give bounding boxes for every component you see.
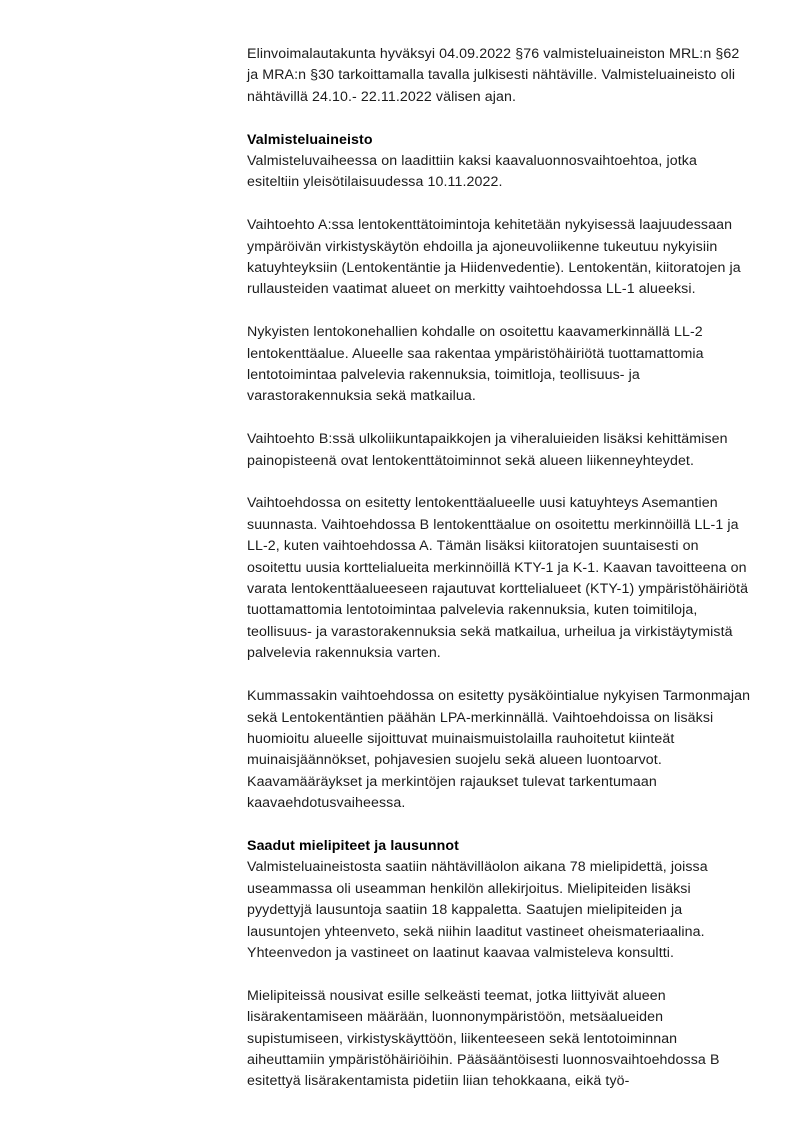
paragraph-draft-alternatives: Valmisteluvaiheessa on laadittiin kaksi kaavaluonnosvaihtoehtoa, jotka esiteltiin yleisötilaisuudessa 10.11.2022. [247, 153, 697, 191]
paragraph-new-street-connection: Vaihtoehdossa on esitetty lentokenttäalueelle uusi katuyhteys Asemantien suunnasta. Vaihtoehdossa B lentokenttäalue on osoitettu merkinnöillä LL-1 ja LL-2, kuten vaihtoehdossa A. Tämän lisäksi kiitoratojen suuntaisesti on osoitettu uusia korttelialueita merkinnöillä KTY-1 ja K-1. Kaavan tavoitteena on varata lentokenttäalueeseen rajautuvat korttelialueet (KTY-1) ympäristöhäiriötä tuottamattomia lentotoimintaa palvelevia rakennuksia, kuten toimitiloja, teollisuus- ja varastorakennuksia sekä matkailua, urheilua ja virkistäytymistä palvelevia rakennuksia varten. [247, 495, 749, 662]
heading-saadut-mielipiteet: Saadut mielipiteet ja lausunnot [247, 837, 460, 854]
paragraph-feedback-counts: Valmisteluaineistosta saatiin nähtävilläolon aikana 78 mielipidettä, joissa useammassa oli useamman henkilön allekirjoitus. Mielipiteiden lisäksi pyydettyjä lausuntoja saatiin 18 kappaletta. Saatujen mielipiteiden ja lausuntojen yhteenveto, sekä niihin laaditut vastineet oheismateriaalina. Yhteenvedon ja vastineet on laatinut kaavaa valmisteleva konsultti. [247, 859, 708, 961]
paragraph-alternative-a: Vaihtoehto A:ssa lentokenttätoimintoja kehitetään nykyisessä laajuudessaan ympäröivän virkistyskäytön ehdoilla ja ajoneuvoliikenne tukeutuu nykyisiin katuyhteyksiin (Lentokentäntie ja Hiidenvedentie). Lentokentän, kiitoratojen ja rullausteiden vaatimat alueet on merkitty vaihtoehdossa LL-1 alueeksi. [247, 217, 741, 298]
paragraph-feedback-themes: Mielipiteissä nousivat esille selkeästi teemat, jotka liittyivät alueen lisärakentamiseen määrään, luonnonympäristöön, metsäalueiden supistumiseen, virkistyskäyttöön, liikenteeseen sekä lentotoiminnan aiheuttamiin ympäristöhäiriöihin. Pääsääntöisesti luonnosvaihtoehdossa B esitettyä lisärakentamista pidetiin liian tehokkaana, eikä työ- [247, 987, 720, 1090]
paragraph-ll2-area: Nykyisten lentokonehallien kohdalle on osoitettu kaavamerkinnällä LL-2 lentokenttäalue. Alueelle saa rakentaa ympäristöhäiriötä tuottamattomia lentotoimintaa palvelevia rakennuksia, toimitloja, teollisuus- ja varastorakennuksia sekä matkailua. [247, 324, 704, 405]
heading-valmisteluaineisto: Valmisteluaineisto [247, 131, 373, 148]
paragraph-parking-and-protection: Kummassakin vaihtoehdossa on esitetty pysäköintialue nykyisen Tarmonmajan sekä Lentokentäntien päähän LPA-merkinnällä. Vaihtoehdoissa on lisäksi huomioitu alueelle sijoittuvat muinaismuistolailla rauhoitetut kiinteät muinaisjäännökset, pohjavesien suojelu sekä alueen luontoarvot. Kaavamääräykset ja merkintöjen rajaukset tulevat tarkentumaan kaavaehdotusvaiheessa. [247, 688, 751, 812]
document-text-column [247, 44, 752, 1114]
paragraph-alternative-b: Vaihtoehto B:ssä ulkoliikuntapaikkojen ja viheraluieiden lisäksi kehittämisen painopisteenä ovat lentokenttätoiminnot sekä alueen liikenneyhteydet. [247, 431, 728, 469]
paragraph-approval-note: Elinvoimalautakunta hyväksyi 04.09.2022 §76 valmisteluaineiston MRL:n §62 ja MRA:n §30 tarkoittamalla tavalla julkisesti nähtäville. Valmisteluaineisto oli nähtävillä 24.10.- 22.11.2022 välisen ajan. [247, 46, 740, 105]
